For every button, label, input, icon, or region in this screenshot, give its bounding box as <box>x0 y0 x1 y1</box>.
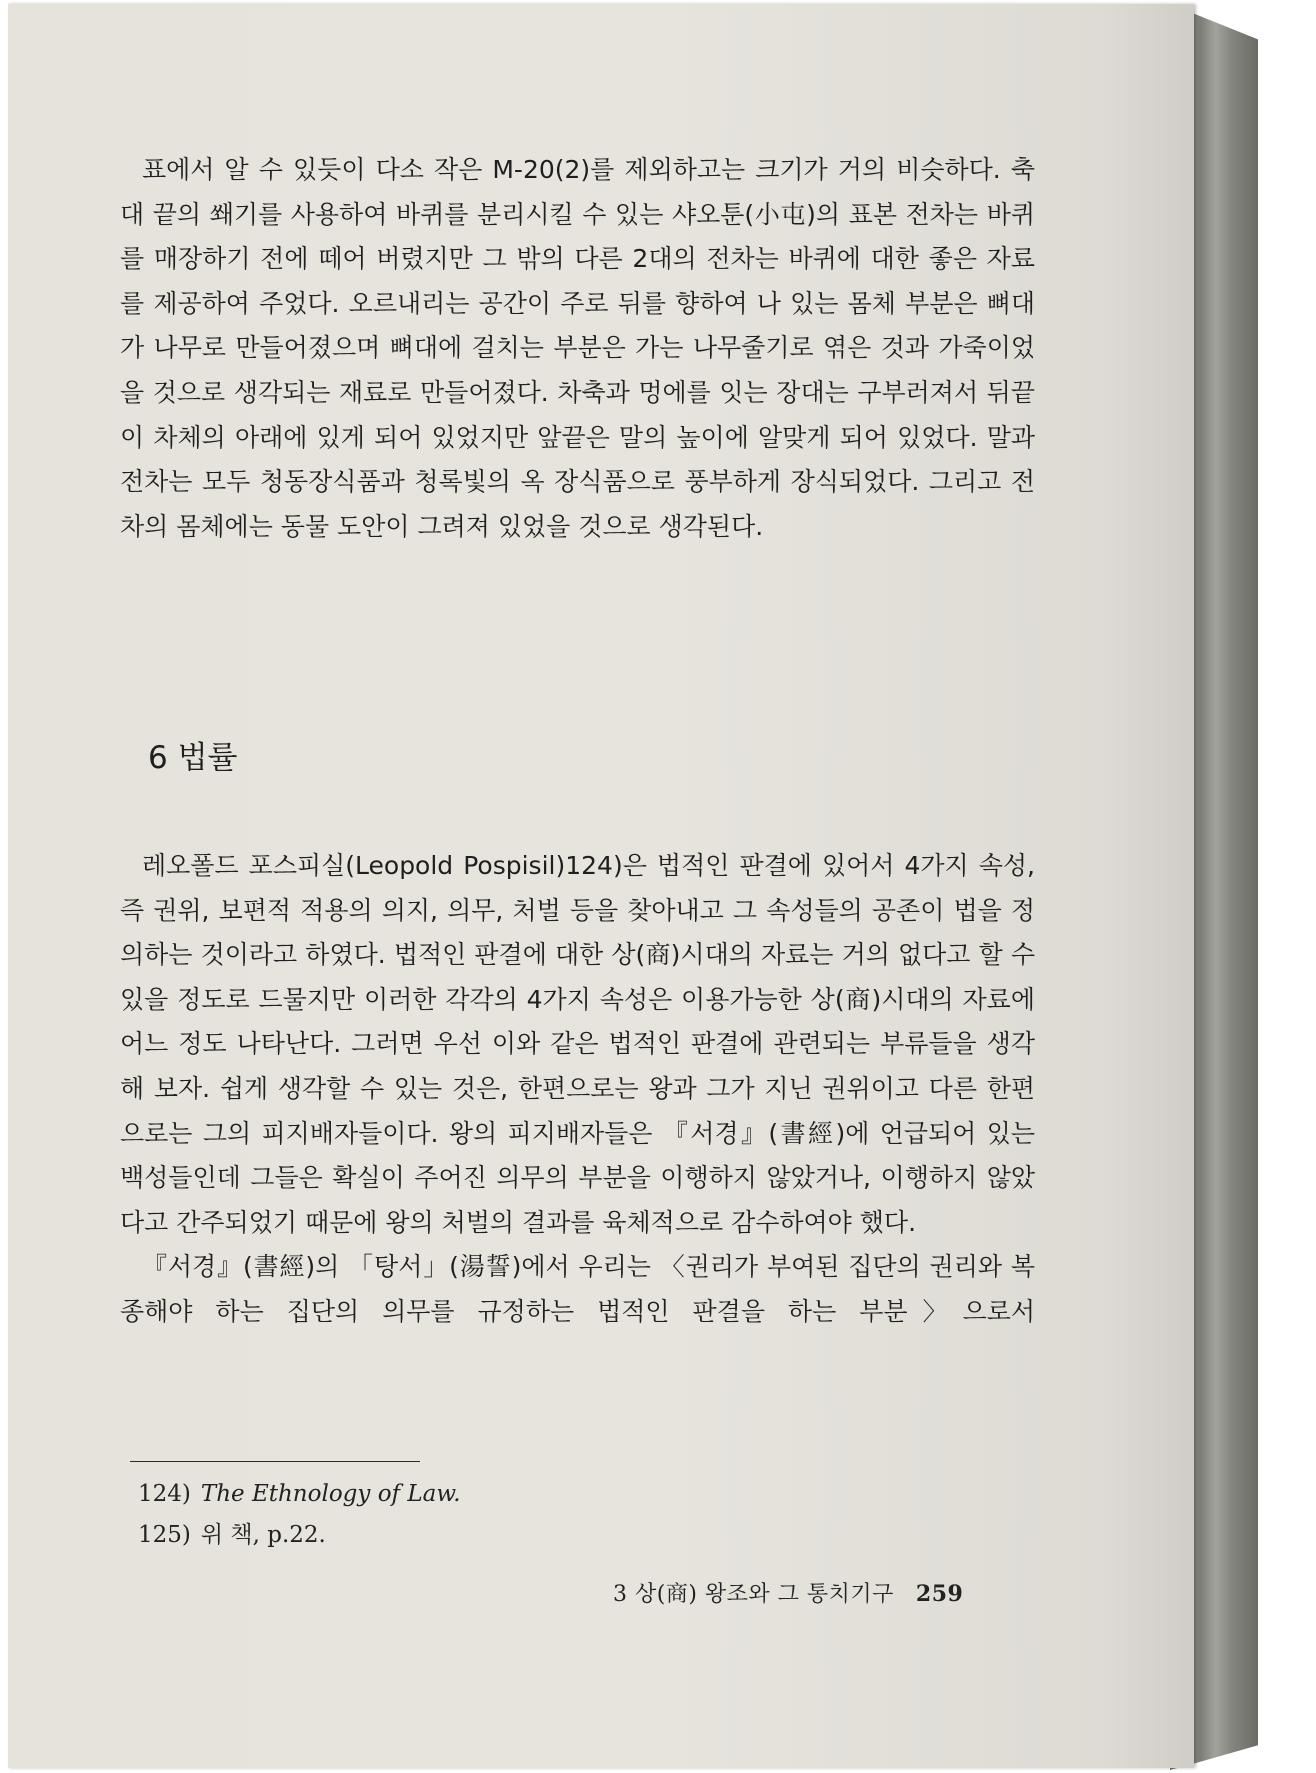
footnote-125 <box>138 1515 461 1556</box>
footnote-text: The Ethnology of Law. <box>200 1481 461 1507</box>
paragraph: 『서경』(書經)의 「탕서」(湯誓)에서 우리는 〈권리가 부여된 집단의 권리와 복종해야 하는 집단의 의무를 규정하는 법적인 판결을 하는 부분〉으로서 <box>120 1252 1035 1326</box>
footnote-rule <box>130 1461 420 1462</box>
body-text-lower <box>120 844 1035 1335</box>
running-footer <box>613 1577 963 1608</box>
chapter-title: 3 상(商) 왕조와 그 통치기구 <box>613 1582 894 1607</box>
paragraph: 표에서 알 수 있듯이 다소 작은 M-20(2)를 제외하고는 크기가 거의 비슷하다. 축대 끝의 쐐기를 사용하여 바퀴를 분리시킬 수 있는 샤오툰(小屯)의 표본 전차는 바퀴를 매장하기 전에 떼어 버렸지만 그 밖의 다른 2대의 전차는 바퀴에 대한 좋은 자료를 제공하여 주었다. 오르내리는 공간이 주로 뒤를 향하여 나 있는 몸체 부분은 뼈대가 나무로 만들어졌으며 뼈대에 걸치는 부분은 가는 나무줄기로 엮은 것과 가죽이었을 것으로 생각되는 재료로 만들어졌다. 차축과 멍에를 잇는 장대는 구부러져서 뒤끝이 차체의 아래에 있게 되어 있었지만 앞끝은 말의 높이에 알맞게 되어 있었다. 말과 전차는 모두 청동장식품과 청록빛의 옥 장식품으로 풍부하게 장식되었다. 그리고 전차의 몸체에는 동물 도안이 그려져 있었을 것으로 생각된다. <box>120 155 1035 541</box>
footnote-124 <box>138 1474 461 1515</box>
footnote-text: 위 책, p.22. <box>200 1522 326 1548</box>
page-number: 259 <box>915 1581 964 1607</box>
footnotes <box>138 1474 461 1556</box>
footnote-number: 125) <box>138 1522 191 1548</box>
body-text-upper <box>120 148 1035 549</box>
book-page <box>8 4 1194 1768</box>
paragraph: 레오폴드 포스피실(Leopold Pospisil)124)은 법적인 판결에 있어서 4가지 속성, 즉 권위, 보편적 적용의 의지, 의무, 처벌 등을 찾아내고 그 속성들의 공존이 법을 정의하는 것이라고 하였다. 법적인 판결에 대한 상(商)시대의 자료는 거의 없다고 할 수 있을 정도로 드물지만 이러한 각각의 4가지 속성은 이용가능한 상(商)시대의 자료에 어느 정도 나타난다. 그러면 우선 이와 같은 법적인 판결에 관련되는 부류들을 생각해 보자. 쉽게 생각할 수 있는 것은, 한편으로는 왕과 그가 지닌 권위이고 다른 한편으로는 그의 피지배자들이다. 왕의 피지배자들은 『서경』(書經)에 언급되어 있는 백성들인데 그들은 확실이 주어진 의무의 부분을 이행하지 않았거나, 이행하지 않았다고 간주되었기 때문에 왕의 처벌의 결과를 육체적으로 감수하여야 했다. <box>120 851 1035 1237</box>
section-heading: 6 법률 <box>148 740 238 776</box>
footnote-number: 124) <box>138 1481 191 1507</box>
